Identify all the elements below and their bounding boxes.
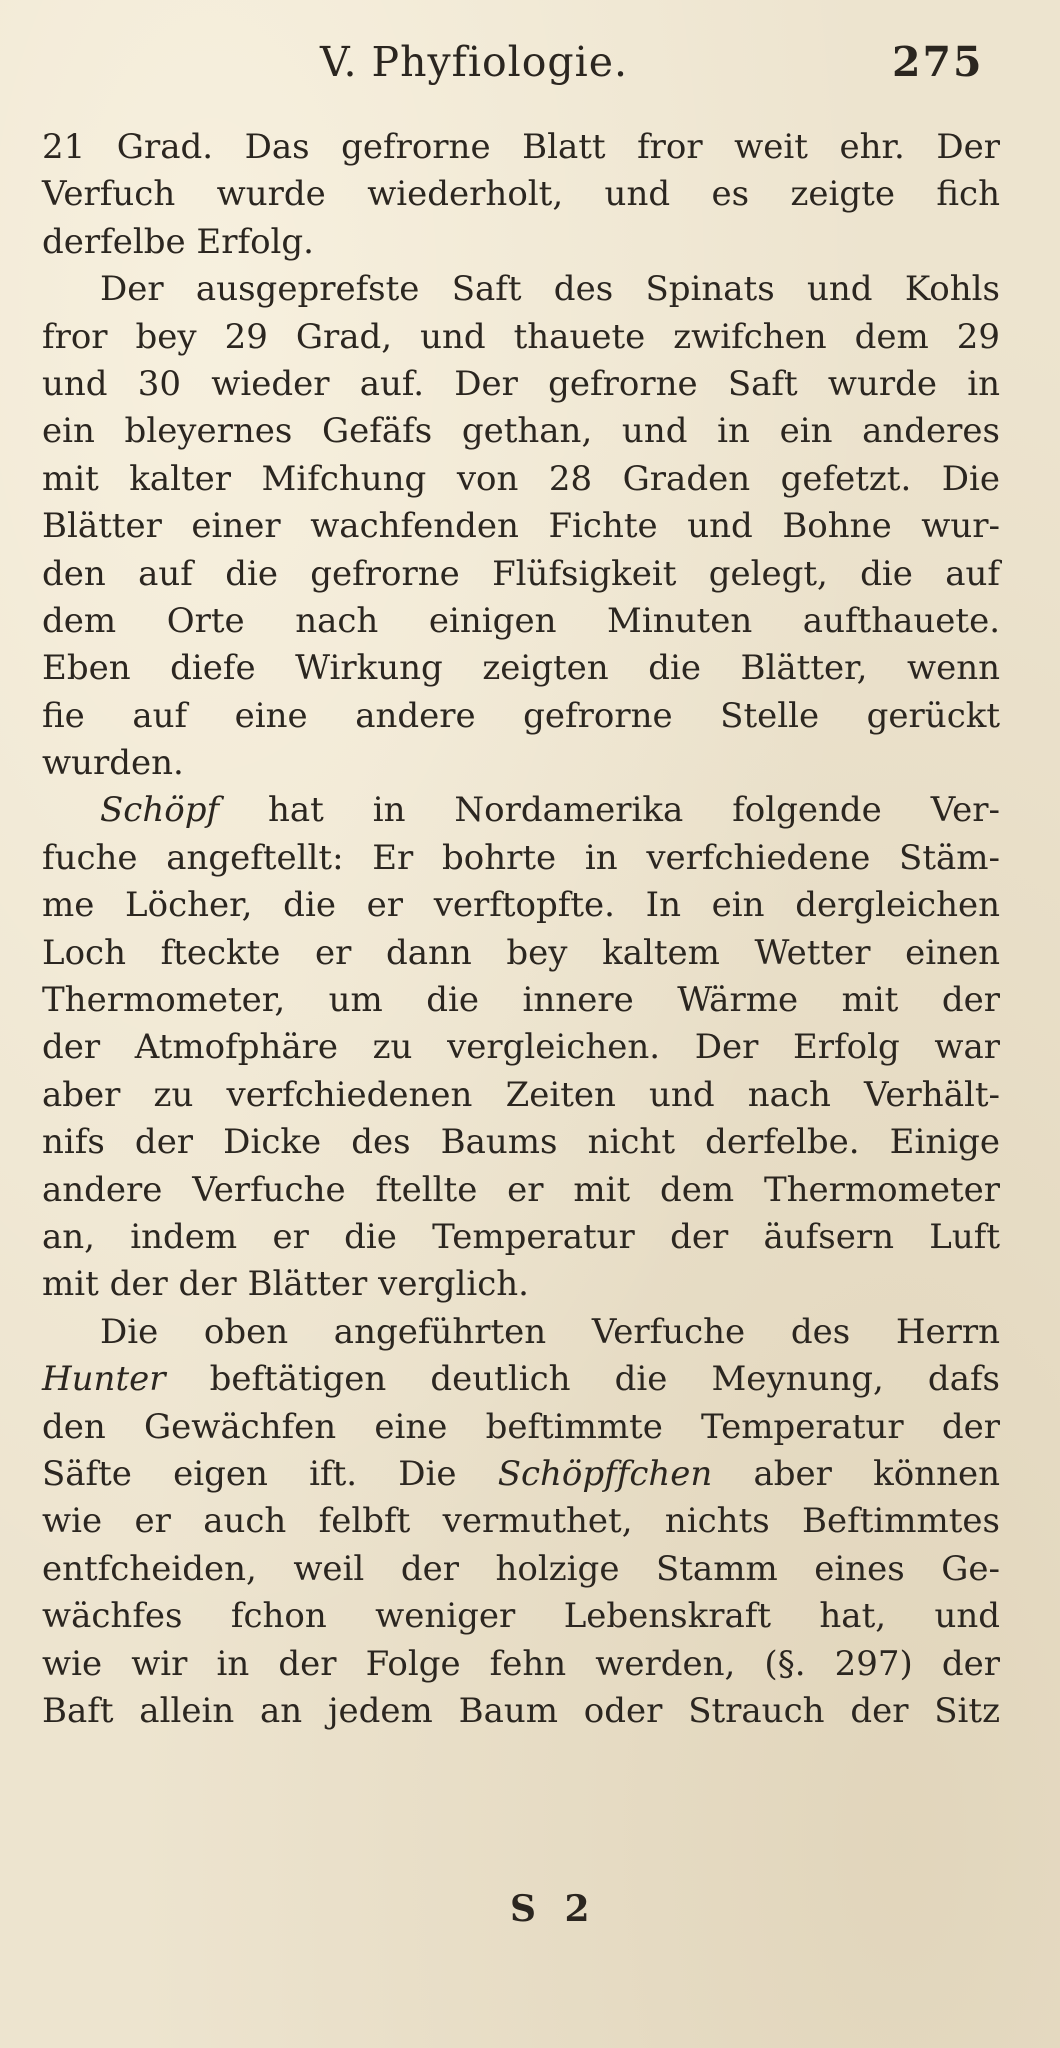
running-title: V. Phyfiologie. [320,38,629,86]
text-line: entfcheiden, weil der holzige Stamm eines Ge- [42,1548,1000,1589]
text-line: mit der der Blätter verglich. [42,1264,529,1305]
text-line: ein bleyernes Gefäfs gethan, und in ein anderes [42,411,1000,452]
text-line [42,1451,1000,1498]
text-line: wächfes fchon weniger Lebenskraft hat, und [42,1596,1000,1637]
printer-signature: S 2 [510,1888,598,1930]
italic-name: Schöpf [100,790,220,831]
page-number: 275 [892,38,984,86]
body-text [42,124,1000,1735]
italic-name: Schöpffchen [497,1453,713,1494]
text-line: Der ausgeprefste Saft des Spinats und Kohls [100,269,1000,310]
text-line: Baft allein an jedem Baum oder Strauch der Sitz [42,1690,1000,1731]
text-line: me Löcher, die er verftopfte. In ein dergleichen [42,885,1000,926]
page-header [0,28,1060,108]
text-line: an, indem er die Temperatur der äufsern Luft [42,1216,1000,1257]
text-line: fuche angeftellt: Er bohrte in verfchiedene Stäm- [42,837,1000,878]
text-line: Die oben angeführten Verfuche des Herrn [100,1311,1000,1352]
text-line: derfelbe Erfolg. [42,221,314,262]
text-line: und 30 wieder auf. Der gefrorne Saft wurde in [42,363,1000,404]
text-line: dem Orte nach einigen Minuten aufthauete. [42,600,1000,641]
text-line [42,1356,1000,1403]
line-text: beftätigen deutlich die Meynung, dafs [209,1359,1000,1400]
text-line: Verfuch wurde wiederholt, und es zeigte fich [42,174,1000,215]
text-line: wie wir in der Folge fehn werden, (§. 297) der [42,1643,1000,1684]
text-line: andere Verfuche ftellte er mit dem Thermometer [42,1169,1000,1210]
text-line: fror bey 29 Grad, und thauete zwifchen dem 29 [42,316,1000,357]
text-line: Blätter einer wachfenden Fichte und Bohne wur- [42,506,1000,547]
text-line: Eben diefe Wirkung zeigten die Blätter, wenn [42,648,1000,689]
text-line: Thermometer, um die innere Wärme mit der [42,980,1000,1021]
text-line: mit kalter Mifchung von 28 Graden gefetzt. Die [42,458,1000,499]
italic-name: Hunter [42,1359,166,1400]
line-text: aber können [753,1453,1000,1494]
line-text: hat in Nordamerika folgende Ver- [267,790,1000,831]
text-line [42,787,1000,834]
text-line: nifs der Dicke des Baums nicht derfelbe. Einige [42,1122,1000,1163]
text-line: wurden. [42,743,184,784]
text-line: 21 Grad. Das gefrorne Blatt fror weit ehr. Der [42,127,1000,167]
text-line: den auf die gefrorne Flüfsigkeit gelegt, die auf [42,553,1000,594]
text-line: den Gewächfen eine beftimmte Temperatur der [42,1406,1000,1447]
line-text: Säfte eigen ift. Die [42,1453,457,1494]
text-line: wie er auch felbft vermuthet, nichts Beftimmtes [42,1501,1000,1542]
text-line: fie auf eine andere gefrorne Stelle gerückt [42,695,1000,736]
text-line: der Atmofphäre zu vergleichen. Der Erfolg war [42,1027,1000,1068]
text-line: aber zu verfchiedenen Zeiten und nach Verhält- [42,1074,1000,1115]
text-line: Loch fteckte er dann bey kaltem Wetter einen [42,932,1000,973]
